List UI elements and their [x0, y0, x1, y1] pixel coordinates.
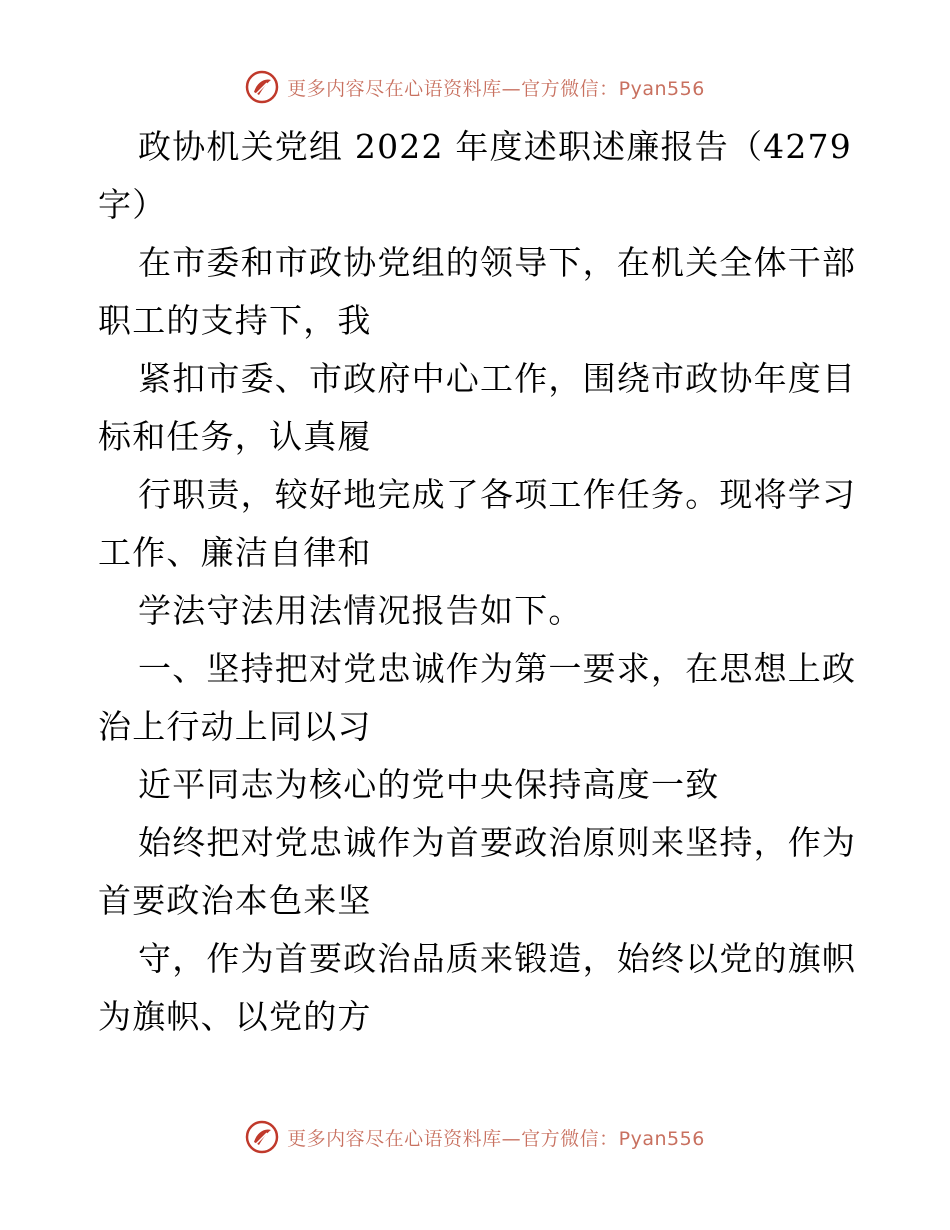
header-banner: [0, 70, 950, 104]
paragraph: 守，作为首要政治品质来锻造，始终以党的旗帜为旗帜、以党的方: [98, 939, 857, 1036]
document-title: 政协机关党组 2022 年度述职述廉报告（4279字）: [98, 127, 852, 224]
paragraph: 在市委和市政协党组的领导下，在机关全体干部职工的支持下，我: [98, 243, 857, 340]
paragraph: 紧扣市委、市政府中心工作，围绕市政协年度目标和任务，认真履: [98, 359, 857, 456]
paragraph: 学法守法用法情况报告如下。: [138, 591, 583, 630]
paragraph: 行职责，较好地完成了各项工作任务。现将学习工作、廉洁自律和: [98, 475, 857, 572]
banner-text: 更多内容尽在心语资料库—官方微信：Pyan556: [287, 1127, 705, 1150]
footer-banner: [0, 1120, 950, 1154]
paragraph: 始终把对党忠诚作为首要政治原则来坚持，作为首要政治本色来坚: [98, 823, 857, 920]
brand-logo-icon: [245, 1120, 279, 1154]
document-body: [98, 118, 868, 1046]
section-heading: 一、坚持把对党忠诚作为第一要求，在思想上政治上行动上同以习: [98, 649, 857, 746]
banner-text: 更多内容尽在心语资料库—官方微信：Pyan556: [287, 77, 705, 100]
brand-logo-icon: [245, 70, 279, 104]
section-heading-continued: 近平同志为核心的党中央保持高度一致: [138, 765, 720, 804]
